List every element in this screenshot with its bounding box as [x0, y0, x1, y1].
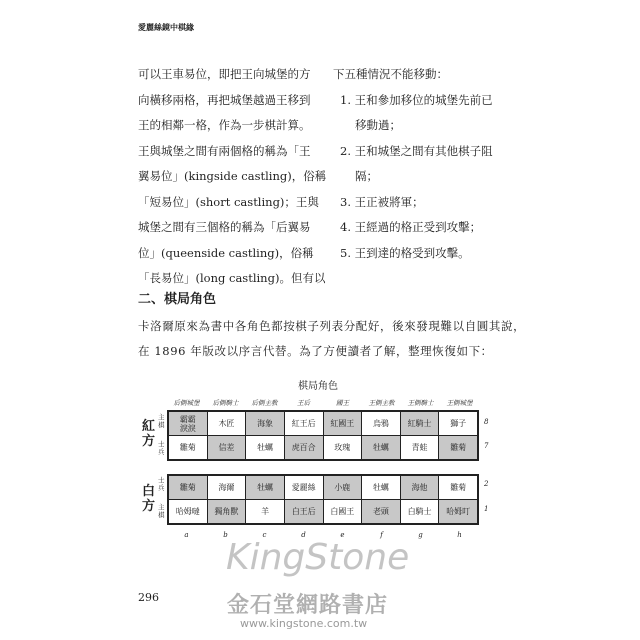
text-line: 「短易位」(short castling)；王與 [138, 194, 319, 209]
page-number: 296 [138, 591, 159, 604]
column-headers [167, 398, 479, 408]
board-rank-2 [169, 476, 477, 499]
text-line: 王的相鄰一格，作為一步棋計算。 [138, 118, 311, 132]
board-square: 獅子 [438, 412, 477, 435]
section-title: 二、棋局角色 [138, 292, 217, 307]
board-title: 棋局角色 [298, 381, 338, 392]
board-square: 霸霸 淚淚 [169, 412, 207, 435]
text-line: 城堡之間有三個格的稱為「后翼易 [138, 220, 311, 234]
board-square: 雛菊 [169, 436, 207, 459]
board-square: 烏鴉 [361, 412, 400, 435]
file-label: f [380, 531, 383, 539]
file-label: g [418, 531, 423, 539]
board-square: 小鹿 [323, 476, 362, 499]
text-line: 卡洛爾原來為書中各角色都按棋子列表分配好，後來發現難以自圓其說， [138, 319, 526, 333]
watermark-url: www.kingstone.com.tw [240, 617, 368, 630]
column-header: 王側主教 [368, 399, 395, 407]
board-square: 雛菊 [438, 476, 477, 499]
board-rank-1 [169, 499, 477, 523]
board-square: 紅國王 [323, 412, 362, 435]
file-label: d [301, 531, 306, 539]
text-line: 向橫移兩格，再把城堡越過王移到 [138, 92, 311, 107]
list-item-continuation: 移動過； [355, 118, 401, 132]
text-line: 在 1896 年版改以序言代替。為了方便讀者了解，整理恢復如下： [138, 344, 493, 358]
text-line: 翼易位」(kingside castling)，俗稱 [138, 169, 327, 183]
board-square: 白騎士 [400, 500, 439, 523]
board-square: 虎百合 [284, 436, 323, 459]
section-paragraph [138, 314, 526, 364]
text-line: 位」(queenside castling)，俗稱 [138, 245, 314, 260]
file-label: e [340, 531, 345, 539]
board-square: 牡蠣 [245, 436, 284, 459]
list-item: 5. 王到達的格受到攻擊。 [340, 245, 470, 260]
running-header: 愛麗絲鏡中棋緣 [138, 22, 194, 32]
watermark-brand: KingStone [226, 537, 410, 578]
board-square: 紅王后 [284, 412, 323, 435]
rank-label: 8 [484, 418, 489, 426]
column-header: 國王 [336, 399, 349, 407]
column-header: 王側騎士 [407, 399, 434, 407]
text-line: 王與城堡之間有兩個格的稱為「王 [138, 143, 311, 158]
file-label: c [262, 531, 267, 539]
list-item: 4. 王經過的格正受到攻擊； [340, 220, 482, 234]
column-header: 王側城堡 [446, 399, 473, 407]
role-label-main: 主棋 [158, 503, 165, 519]
board-rank-8 [169, 412, 477, 435]
file-label: a [184, 531, 189, 539]
board-square: 玫瑰 [323, 436, 362, 459]
file-label: h [457, 531, 462, 539]
rank-label: 1 [484, 505, 489, 513]
board-square: 海爾 [207, 476, 246, 499]
red-side-label: 紅方 [142, 419, 156, 449]
file-label: b [223, 531, 228, 539]
watermark-cn-name: 金石堂網路書店 [227, 592, 389, 618]
board-square: 羊 [245, 500, 284, 523]
red-board [167, 410, 479, 461]
board-square: 白王后 [284, 500, 323, 523]
board-square: 牡蠣 [245, 476, 284, 499]
list-intro: 下五種情況不能移動： [333, 67, 448, 81]
list-item-continuation: 隔； [355, 169, 378, 183]
board-square: 紅騎士 [400, 412, 439, 435]
white-side-label: 白方 [142, 484, 156, 514]
board-rank-7 [169, 435, 477, 459]
board-square: 雛菊 [438, 436, 477, 459]
list-item: 3. 王正被將軍； [340, 194, 424, 209]
board-square: 愛麗絲 [284, 476, 323, 499]
text-line: 「長易位」(long castling)。但有以 [138, 271, 326, 285]
board-square: 老頭 [361, 500, 400, 523]
board-square: 白國王 [323, 500, 362, 523]
board-square: 海象 [245, 412, 284, 435]
rank-label: 2 [484, 480, 489, 488]
rank-label: 7 [484, 442, 489, 450]
board-square: 哈姆噠 [169, 500, 207, 523]
board-square: 獨角獸 [207, 500, 246, 523]
board-square: 雛菊 [169, 476, 207, 499]
column-header: 后側城堡 [173, 399, 200, 407]
list-item: 1. 王和參加移位的城堡先前已 [340, 92, 493, 107]
role-label-main: 主棋 [158, 413, 165, 429]
board-square: 木匠 [207, 412, 246, 435]
board-square: 哈姆叮 [438, 500, 477, 523]
column-header: 后側主教 [251, 399, 278, 407]
right-text-column [333, 62, 533, 266]
column-header: 王后 [297, 399, 310, 407]
white-board [167, 474, 479, 525]
board-square: 海他 [400, 476, 439, 499]
board-square: 牡蠣 [361, 436, 400, 459]
role-label-pawn: 士兵 [158, 476, 165, 492]
board-square: 信差 [207, 436, 246, 459]
role-label-pawn: 士兵 [158, 440, 165, 456]
board-square: 牡蠣 [361, 476, 400, 499]
text-line: 可以王車易位，即把王向城堡的方 [138, 67, 311, 81]
list-item: 2. 王和城堡之間有其他棋子阻 [340, 143, 493, 158]
left-text-column [138, 62, 327, 292]
board-square: 青蛙 [400, 436, 439, 459]
column-header: 后側騎士 [212, 399, 239, 407]
